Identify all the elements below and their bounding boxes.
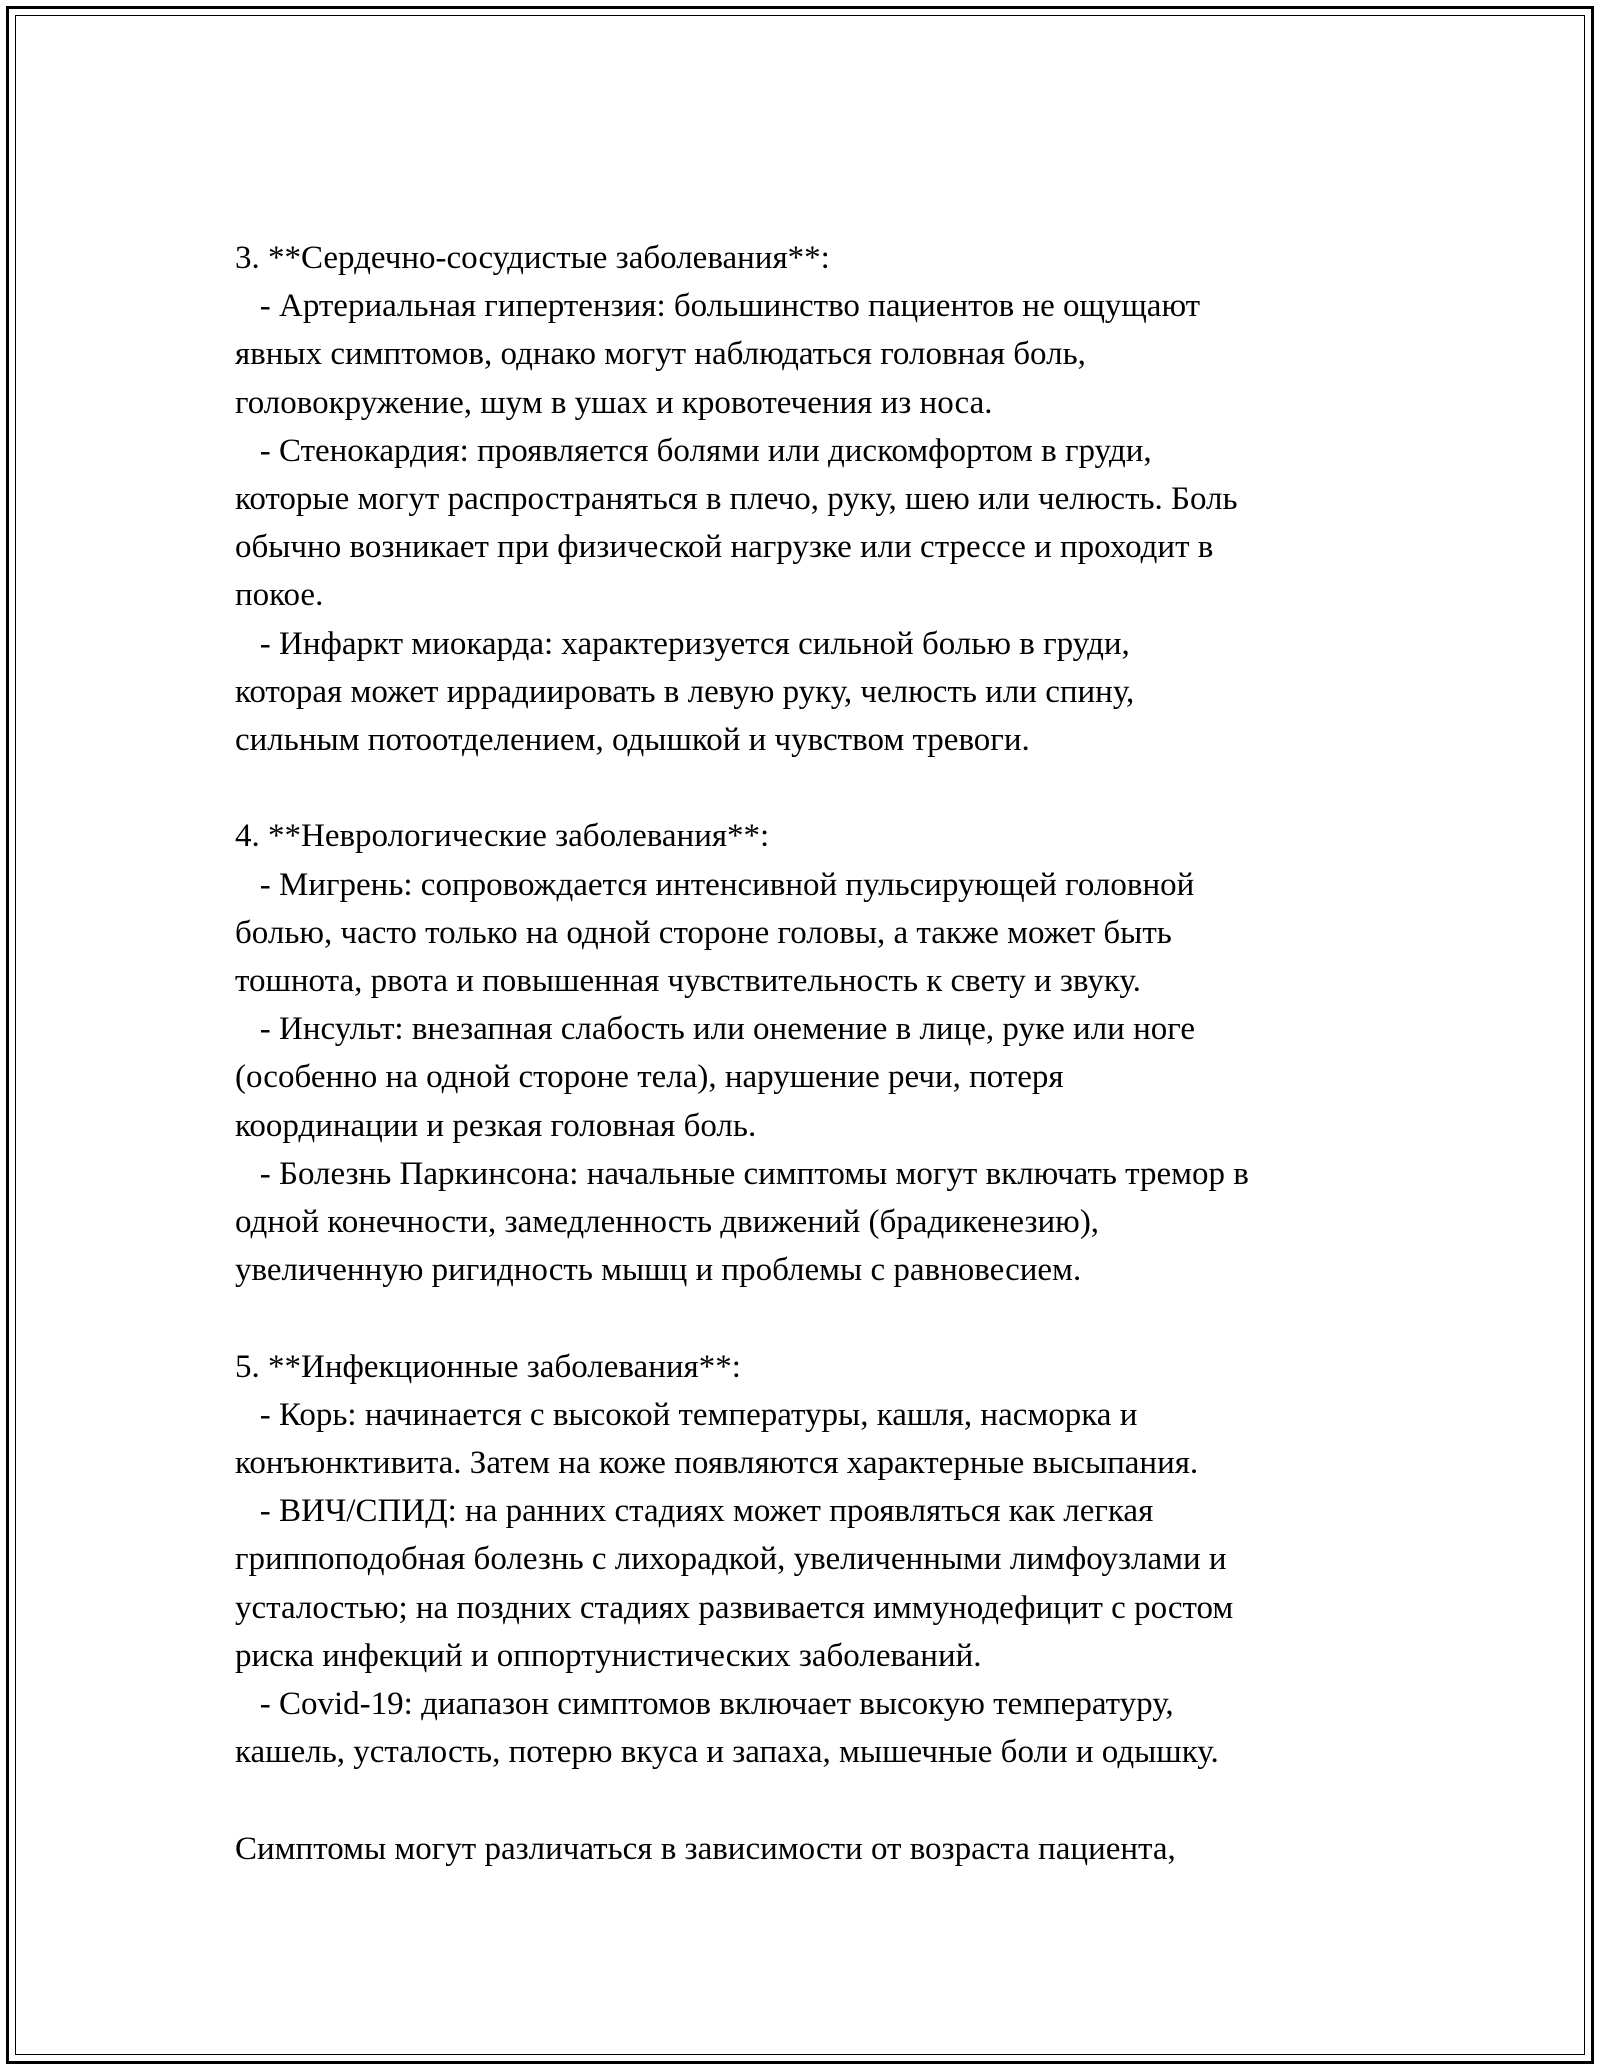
- blank-line: [235, 764, 1415, 812]
- text-line: кашель, усталость, потерю вкуса и запаха, мышечные боли и одышку.: [235, 1734, 1219, 1771]
- text-line: (особенно на одной стороне тела), нарушение речи, потеря: [235, 1059, 1064, 1096]
- document-body: [235, 234, 1415, 1873]
- section-heading-cardiovascular: 3. **Сердечно-сосудистые заболевания**:: [235, 240, 830, 276]
- text-line: явных симптомов, однако могут наблюдаться головная боль,: [235, 336, 1086, 373]
- text-line: которая может иррадиировать в левую руку, челюсть или спину,: [235, 673, 1135, 710]
- blank-line: [235, 1294, 1415, 1342]
- text-line: одной конечности, замедленность движений (брадикенезию),: [235, 1204, 1100, 1241]
- text-line: головокружение, шум в ушах и кровотечения из носа.: [235, 384, 993, 421]
- text-line: - Мигрень: сопровождается интенсивной пульсирующей головной: [235, 866, 1195, 903]
- text-line: координации и резкая головная боль.: [235, 1107, 757, 1144]
- text-line: - Артериальная гипертензия: большинство пациентов не ощущают: [235, 288, 1201, 325]
- section-heading-neurological: 4. **Неврологические заболевания**:: [235, 818, 770, 855]
- text-line: - ВИЧ/СПИД: на ранних стадиях может проявляться как легкая: [235, 1493, 1154, 1530]
- text-line: - Covid-19: диапазон симптомов включает высокую температуру,: [235, 1686, 1174, 1723]
- text-line: обычно возникает при физической нагрузке или стрессе и проходит в: [235, 529, 1214, 566]
- text-line: которые могут распространяться в плечо, руку, шею или челюсть. Боль: [235, 481, 1238, 518]
- text-line: риска инфекций и оппортунистических заболеваний.: [235, 1637, 982, 1674]
- text-line: сильным потоотделением, одышкой и чувством тревоги.: [235, 722, 1030, 759]
- text-line: - Корь: начинается с высокой температуры, кашля, насморка и: [235, 1396, 1138, 1433]
- text-line: покое.: [235, 577, 324, 614]
- text-line: - Болезнь Паркинсона: начальные симптомы могут включать тремор в: [235, 1155, 1249, 1192]
- text-line: тошнота, рвота и повышенная чувствительность к свету и звуку.: [235, 963, 1141, 1000]
- text-line: гриппоподобная болезнь с лихорадкой, увеличенными лимфоузлами и: [235, 1541, 1227, 1578]
- blank-line: [235, 1776, 1415, 1824]
- text-line: - Стенокардия: проявляется болями или дискомфортом в груди,: [235, 432, 1152, 469]
- text-line: - Инсульт: внезапная слабость или онемение в лице, руке или ноге: [235, 1011, 1195, 1048]
- text-line: увеличенную ригидность мышц и проблемы с равновесием.: [235, 1252, 1082, 1289]
- text-line: болью, часто только на одной стороне головы, а также может быть: [235, 914, 1172, 951]
- section-heading-infectious: 5. **Инфекционные заболевания**:: [235, 1348, 741, 1385]
- text-line: - Инфаркт миокарда: характеризуется сильной болью в груди,: [235, 625, 1130, 662]
- text-line: конъюнктивита. Затем на коже появляются характерные высыпания.: [235, 1445, 1199, 1482]
- text-line: усталостью; на поздних стадиях развивается иммунодефицит с ростом: [235, 1589, 1234, 1626]
- closing-paragraph: Симптомы могут различаться в зависимости от возраста пациента,: [235, 1830, 1176, 1867]
